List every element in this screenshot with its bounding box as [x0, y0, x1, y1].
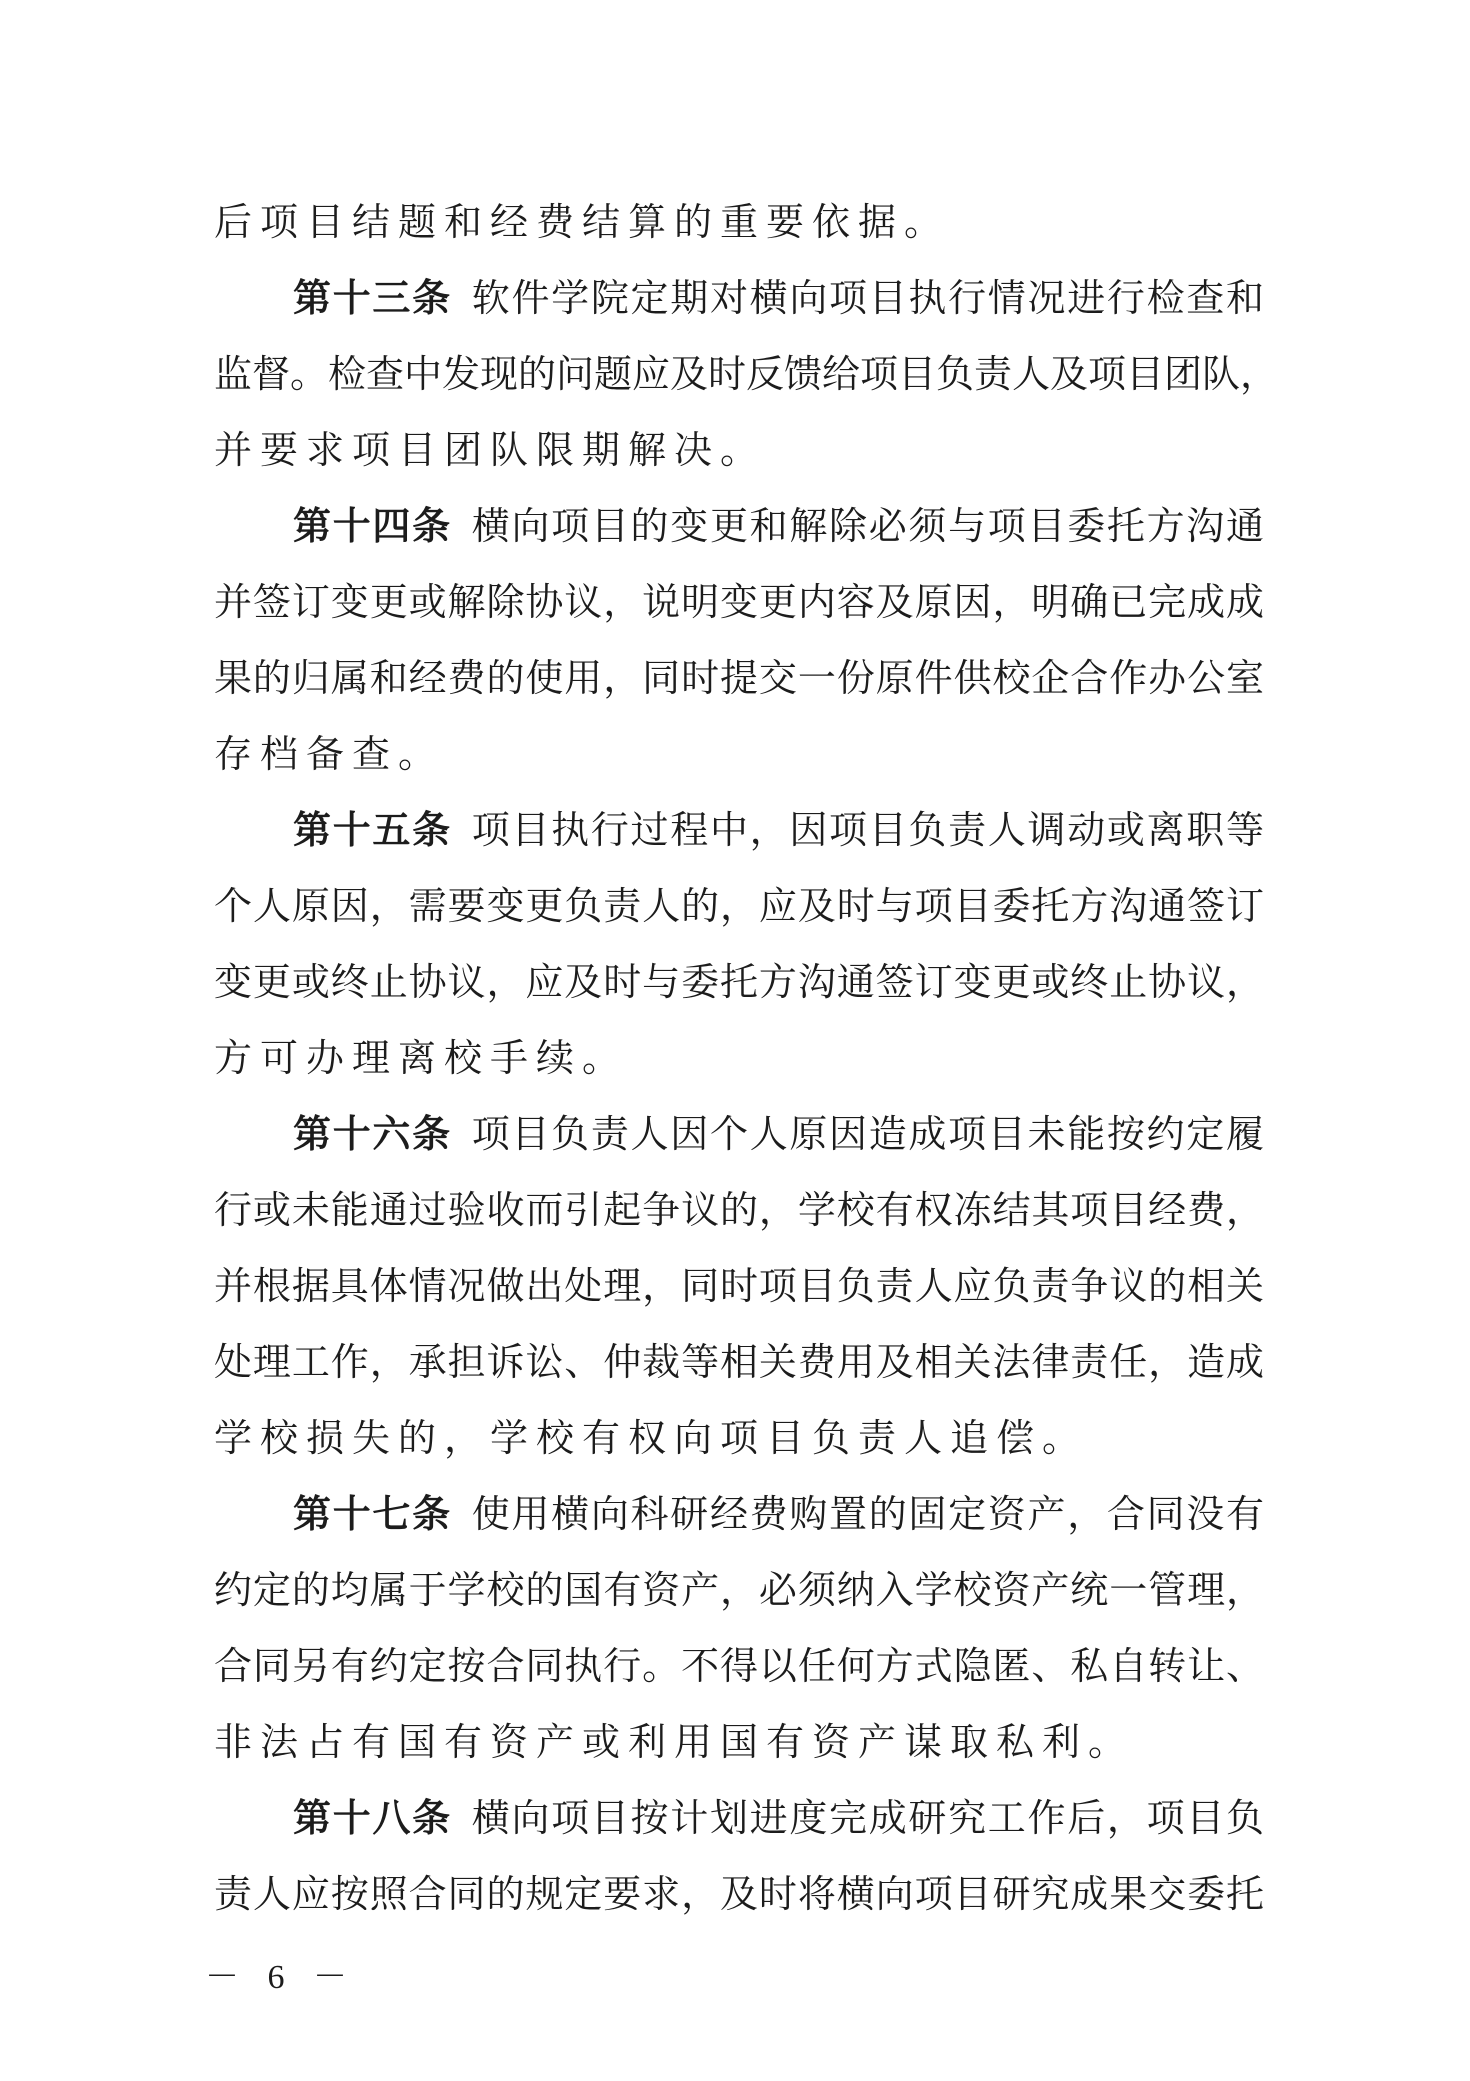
- article-13-heading: 第十三条: [293, 275, 452, 320]
- body-line: 行或未能通过验收而引起争议的，学校有权冻结其项目经费，: [214, 1188, 1264, 1232]
- article-18-line: 第十八条 横向项目按计划进度完成研究工作后，项目负: [293, 1795, 1264, 1840]
- article-17-heading: 第十七条: [293, 1491, 452, 1536]
- body-line: 并签订变更或解除协议，说明变更内容及原因，明确已完成成: [214, 580, 1264, 624]
- body-line: 非法占有国有资产或利用国有资产谋取私利。: [214, 1720, 1135, 1764]
- body-line: 约定的均属于学校的国有资产，必须纳入学校资产统一管理，: [214, 1568, 1264, 1612]
- body-line: 变更或终止协议，应及时与委托方沟通签订变更或终止协议，: [214, 960, 1264, 1004]
- article-15-line: 第十五条 项目执行过程中，因项目负责人调动或离职等: [293, 807, 1264, 852]
- body-line: 方可办理离校手续。: [214, 1036, 629, 1080]
- article-14-line: 第十四条 横向项目的变更和解除必须与项目委托方沟通: [293, 503, 1264, 548]
- page-number: － 6 －: [205, 1959, 357, 1996]
- body-line: 学校损失的，学校有权向项目负责人追偿。: [214, 1416, 1089, 1460]
- article-17-line: 第十七条 使用横向科研经费购置的固定资产，合同没有: [293, 1491, 1264, 1536]
- body-line: 果的归属和经费的使用，同时提交一份原件供校企合作办公室: [214, 656, 1264, 700]
- body-line: 后项目结题和经费结算的重要依据。: [214, 200, 951, 244]
- body-line: 合同另有约定按合同执行。不得以任何方式隐匿、私自转让、: [214, 1644, 1264, 1688]
- article-16-line: 第十六条 项目负责人因个人原因造成项目未能按约定履: [293, 1111, 1264, 1156]
- article-14-heading: 第十四条: [293, 503, 452, 548]
- article-16-heading: 第十六条: [293, 1111, 452, 1156]
- article-13-line: 第十三条 软件学院定期对横向项目执行情况进行检查和: [293, 275, 1264, 320]
- body-line: 监督。检查中发现的问题应及时反馈给项目负责人及项目团队，: [214, 352, 1279, 396]
- article-18-heading: 第十八条: [293, 1795, 452, 1840]
- body-line: 处理工作，承担诉讼、仲裁等相关费用及相关法律责任，造成: [214, 1340, 1264, 1384]
- body-line: 并根据具体情况做出处理，同时项目负责人应负责争议的相关: [214, 1264, 1264, 1308]
- article-15-heading: 第十五条: [293, 807, 452, 852]
- body-line: 存档备查。: [214, 732, 445, 776]
- body-line: 个人原因，需要变更负责人的，应及时与项目委托方沟通签订: [214, 884, 1264, 928]
- body-line: 责人应按照合同的规定要求，及时将横向项目研究成果交委托: [214, 1872, 1264, 1916]
- body-line: 并要求项目团队限期解决。: [214, 428, 767, 472]
